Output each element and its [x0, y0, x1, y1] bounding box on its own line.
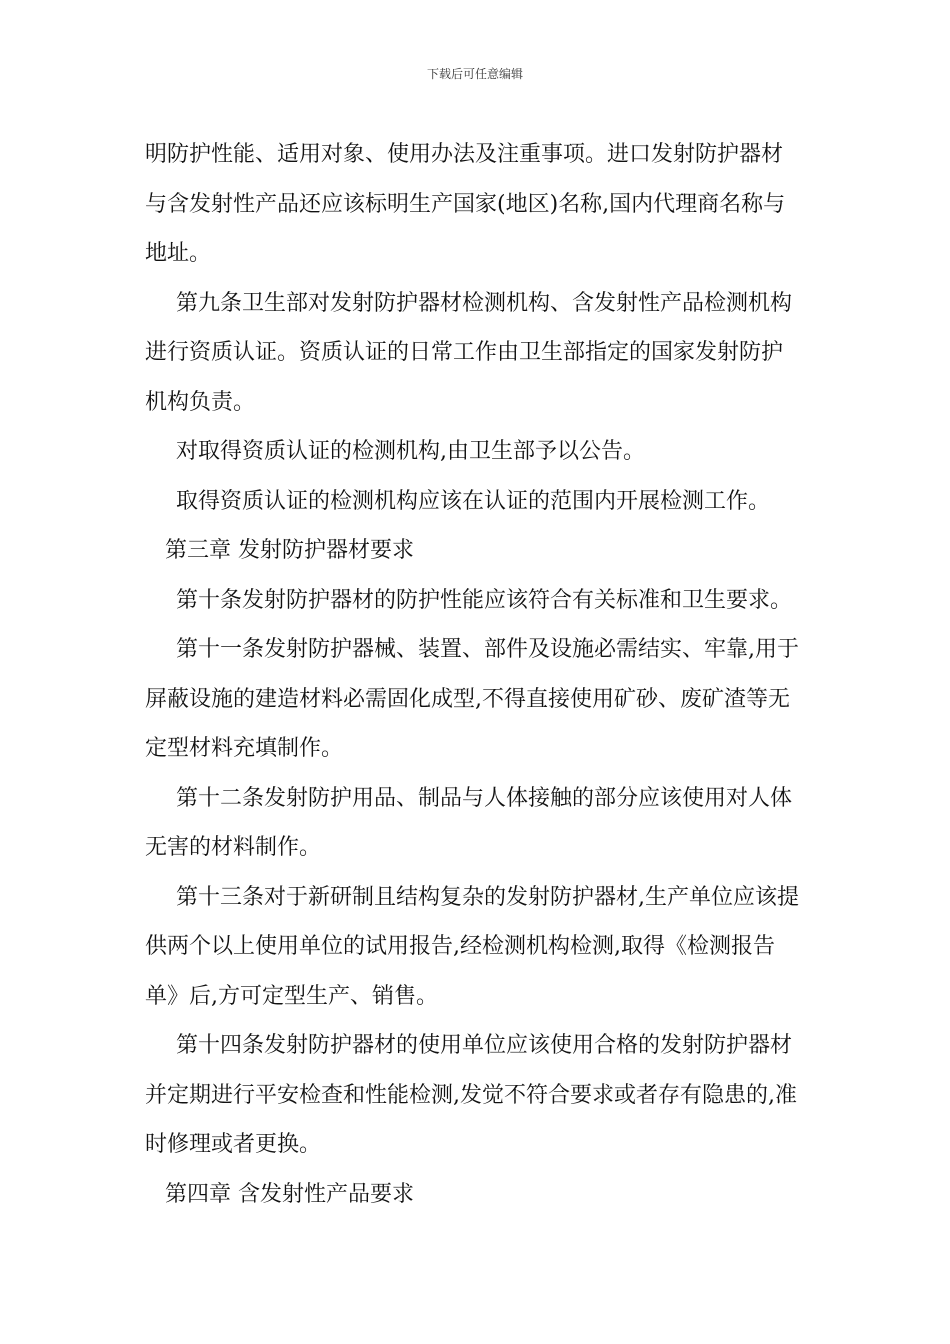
text-line: 第十条发射防护器材的防护性能应该符合有关标准和卫生要求。: [176, 587, 793, 613]
text-line: 对取得资质认证的检测机构,由卫生部予以公告。: [176, 439, 645, 464]
text-line: 地址。: [145, 241, 212, 266]
article-10: [145, 576, 817, 626]
text-line: 机构负责。: [145, 389, 256, 415]
article-14: [145, 1021, 817, 1170]
text-line: 进行资质认证。资质认证的日常工作由卫生部指定的国家发射防护: [145, 340, 784, 365]
text-line: 与含发射性产品还应该标明生产国家(地区)名称,国内代理商名称与: [145, 191, 786, 217]
article-13: [145, 873, 817, 1022]
chapter-title: 第三章 发射防护器材要求: [165, 538, 414, 563]
text-line: 单》后,方可定型生产、销售。: [145, 983, 438, 1009]
paragraph-continuation: [145, 130, 817, 279]
article-12: [145, 774, 817, 873]
text-line: 明防护性能、适用对象、使用办法及注重事项。进口发射防护器材: [145, 142, 784, 167]
text-line: 取得资质认证的检测机构应该在认证的范围内开展检测工作。: [176, 488, 771, 514]
page-header-note: 下载后可任意编辑: [426, 67, 523, 81]
article-9: [145, 279, 817, 428]
text-line: 第九条卫生部对发射防护器材检测机构、含发射性产品检测机构: [176, 290, 793, 316]
text-line: 定型材料充填制作。: [145, 736, 344, 761]
text-line: 第十二条发射防护用品、制品与人体接触的部分应该使用对人体: [176, 785, 793, 811]
text-line: 时修理或者更换。: [145, 1132, 322, 1157]
chapter-3-heading: [145, 526, 817, 576]
article-11: [145, 625, 817, 774]
text-line: 供两个以上使用单位的试用报告,经检测机构检测,取得《检测报告: [145, 934, 775, 959]
text-line: 并定期进行平安检查和性能检测,发觉不符合要求或者存有隐患的,准: [145, 1082, 797, 1108]
text-line: 无害的材料制作。: [145, 835, 322, 860]
article-9-announcement: [145, 427, 817, 477]
text-line: 屏蔽设施的建造材料必需固化成型,不得直接使用矿砂、废矿渣等无: [145, 686, 790, 712]
text-line: 第十四条发射防护器材的使用单位应该使用合格的发射防护器材: [176, 1033, 793, 1058]
chapter-4-heading: [145, 1170, 817, 1220]
chapter-title: 第四章 含发射性产品要求: [165, 1181, 414, 1207]
article-9-scope: [145, 477, 817, 527]
text-line: 第十三条对于新研制且结构复杂的发射防护器材,生产单位应该提: [176, 884, 799, 910]
text-line: 第十一条发射防护器械、装置、部件及设施必需结实、牢靠,用于: [176, 637, 799, 662]
document-body: [145, 130, 817, 1219]
